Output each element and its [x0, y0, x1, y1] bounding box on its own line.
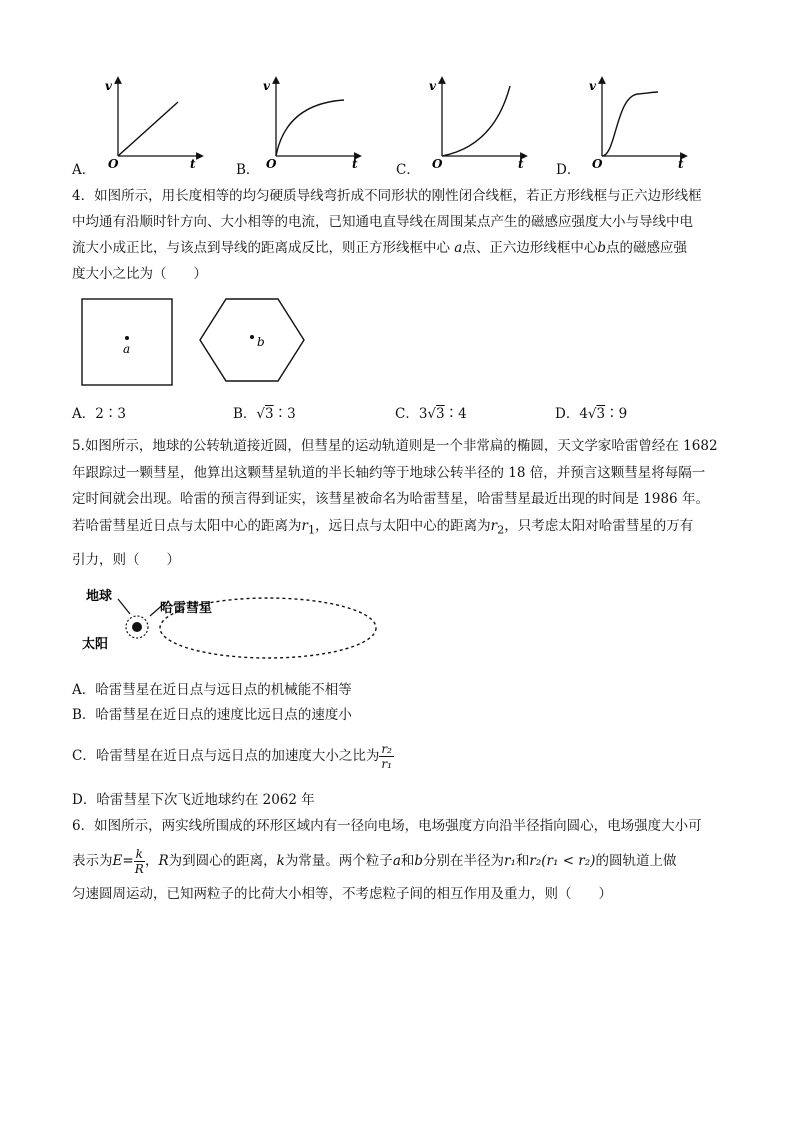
q5-line-3: 定时间就会出现。哈雷的预言得到证实，该彗星被命名为哈雷彗星，哈雷彗星最近出现的时间是 1986 年。: [72, 491, 709, 507]
graph-c-o: O: [432, 157, 443, 169]
graph-c-t: t: [518, 157, 524, 169]
q6-line-2: 表示为E= $\frac{k}{R}$ ，R为到圆心的距离，k为常量。两个粒子a和b分别在半径为r₁和r₂(r₁ < r₂)的圆轨道上做: [72, 847, 677, 876]
q4-line-2: 中均通有沿顺时针方向、大小相等的电流，已知通电直导线在周围某点产生的磁感应强度大小与导线中电: [72, 214, 693, 230]
graph-b-o: O: [266, 157, 277, 169]
graph-label-d: D．: [556, 162, 581, 178]
graph-label-a: A．: [72, 162, 96, 178]
comet-label: 哈雷彗星: [160, 601, 213, 616]
q4-option-c: C．3√3∶4: [395, 406, 467, 422]
q4-option-b: B．√3∶3: [233, 406, 296, 422]
point-b: b: [257, 335, 265, 349]
graph-b-t: t: [352, 157, 358, 169]
q4-line-1: 4．如图所示，用长度相等的均匀硬质导线弯折成不同形状的刚性闭合线框，若正方形线框与正六边形线框: [72, 188, 702, 204]
q4-hexagon-figure: [196, 297, 308, 385]
q5-orbit-figure: [78, 582, 383, 662]
q5-line-1: 5.如图所示，地球的公转轨道接近圆，但彗星的运动轨道则是一个非常扁的椭圆，天文学家哈雷曾经在 1682: [72, 438, 718, 454]
q5-line-5: 引力，则（ ）: [72, 552, 180, 568]
graph-a-t: t: [190, 157, 196, 169]
graph-a: [100, 74, 210, 169]
sun-label: 太阳: [82, 637, 109, 652]
graph-c-v: v: [429, 79, 436, 93]
q4-line-4: 度大小之比为（ ）: [72, 266, 207, 282]
graph-a-o: O: [108, 157, 119, 169]
q5-line-2: 年跟踪过一颗彗星，他算出这颗彗星轨道的半长轴约等于地球公转半径的 18 倍，并预言这颗彗星将每隔一: [72, 465, 706, 481]
q5-option-c: C．哈雷彗星在近日点与远日点的加速度大小之比为 $\frac{\text{r₂}}{\text{r₁}}$: [72, 742, 392, 771]
graph-label-c: C．: [396, 162, 420, 178]
q5-option-b: B．哈雷彗星在近日点的速度比远日点的速度小: [72, 707, 352, 723]
q4-option-d: D．4√3∶9: [555, 406, 628, 422]
q4-option-a: A．2∶3: [72, 406, 126, 422]
q4-square-figure: [80, 297, 180, 389]
graph-c: [424, 74, 534, 169]
graph-b-v: v: [263, 79, 270, 93]
q4-line-3: 流大小成正比，与该点到导线的距离成反比，则正方形线框中心 a点、正六边形线框中心b点的磁感应强: [72, 240, 688, 256]
earth-label: 地球: [86, 589, 113, 604]
point-a: a: [123, 342, 131, 356]
graph-d: [584, 74, 694, 169]
q5-option-a: A．哈雷彗星在近日点与远日点的机械能不相等: [72, 682, 352, 698]
q5-option-d: D．哈雷彗星下次飞近地球约在 2062 年: [72, 792, 315, 808]
graph-b: [258, 74, 368, 169]
q6-line-3: 匀速圆周运动，已知两粒子的比荷大小相等，不考虑粒子间的相互作用及重力，则（ ）: [72, 886, 612, 902]
point-b-ref: b: [597, 240, 607, 256]
q6-line-1: 6．如图所示，两实线所围成的环形区域内有一径向电场，电场强度方向沿半径指向圆心，电场强度大小可: [72, 818, 702, 834]
point-a-ref: a: [454, 240, 463, 256]
graph-d-t: t: [678, 157, 684, 169]
graph-label-b: B．: [236, 162, 260, 178]
graph-d-v: v: [589, 79, 596, 93]
q5-line-4: 若哈雷彗星近日点与太阳中心的距离为$r_1$，远日点与太阳中心的距离为$r_2$，只考虑太阳对哈雷彗星的万有: [72, 518, 694, 537]
graph-a-v: v: [105, 79, 112, 93]
graph-d-o: O: [592, 157, 603, 169]
